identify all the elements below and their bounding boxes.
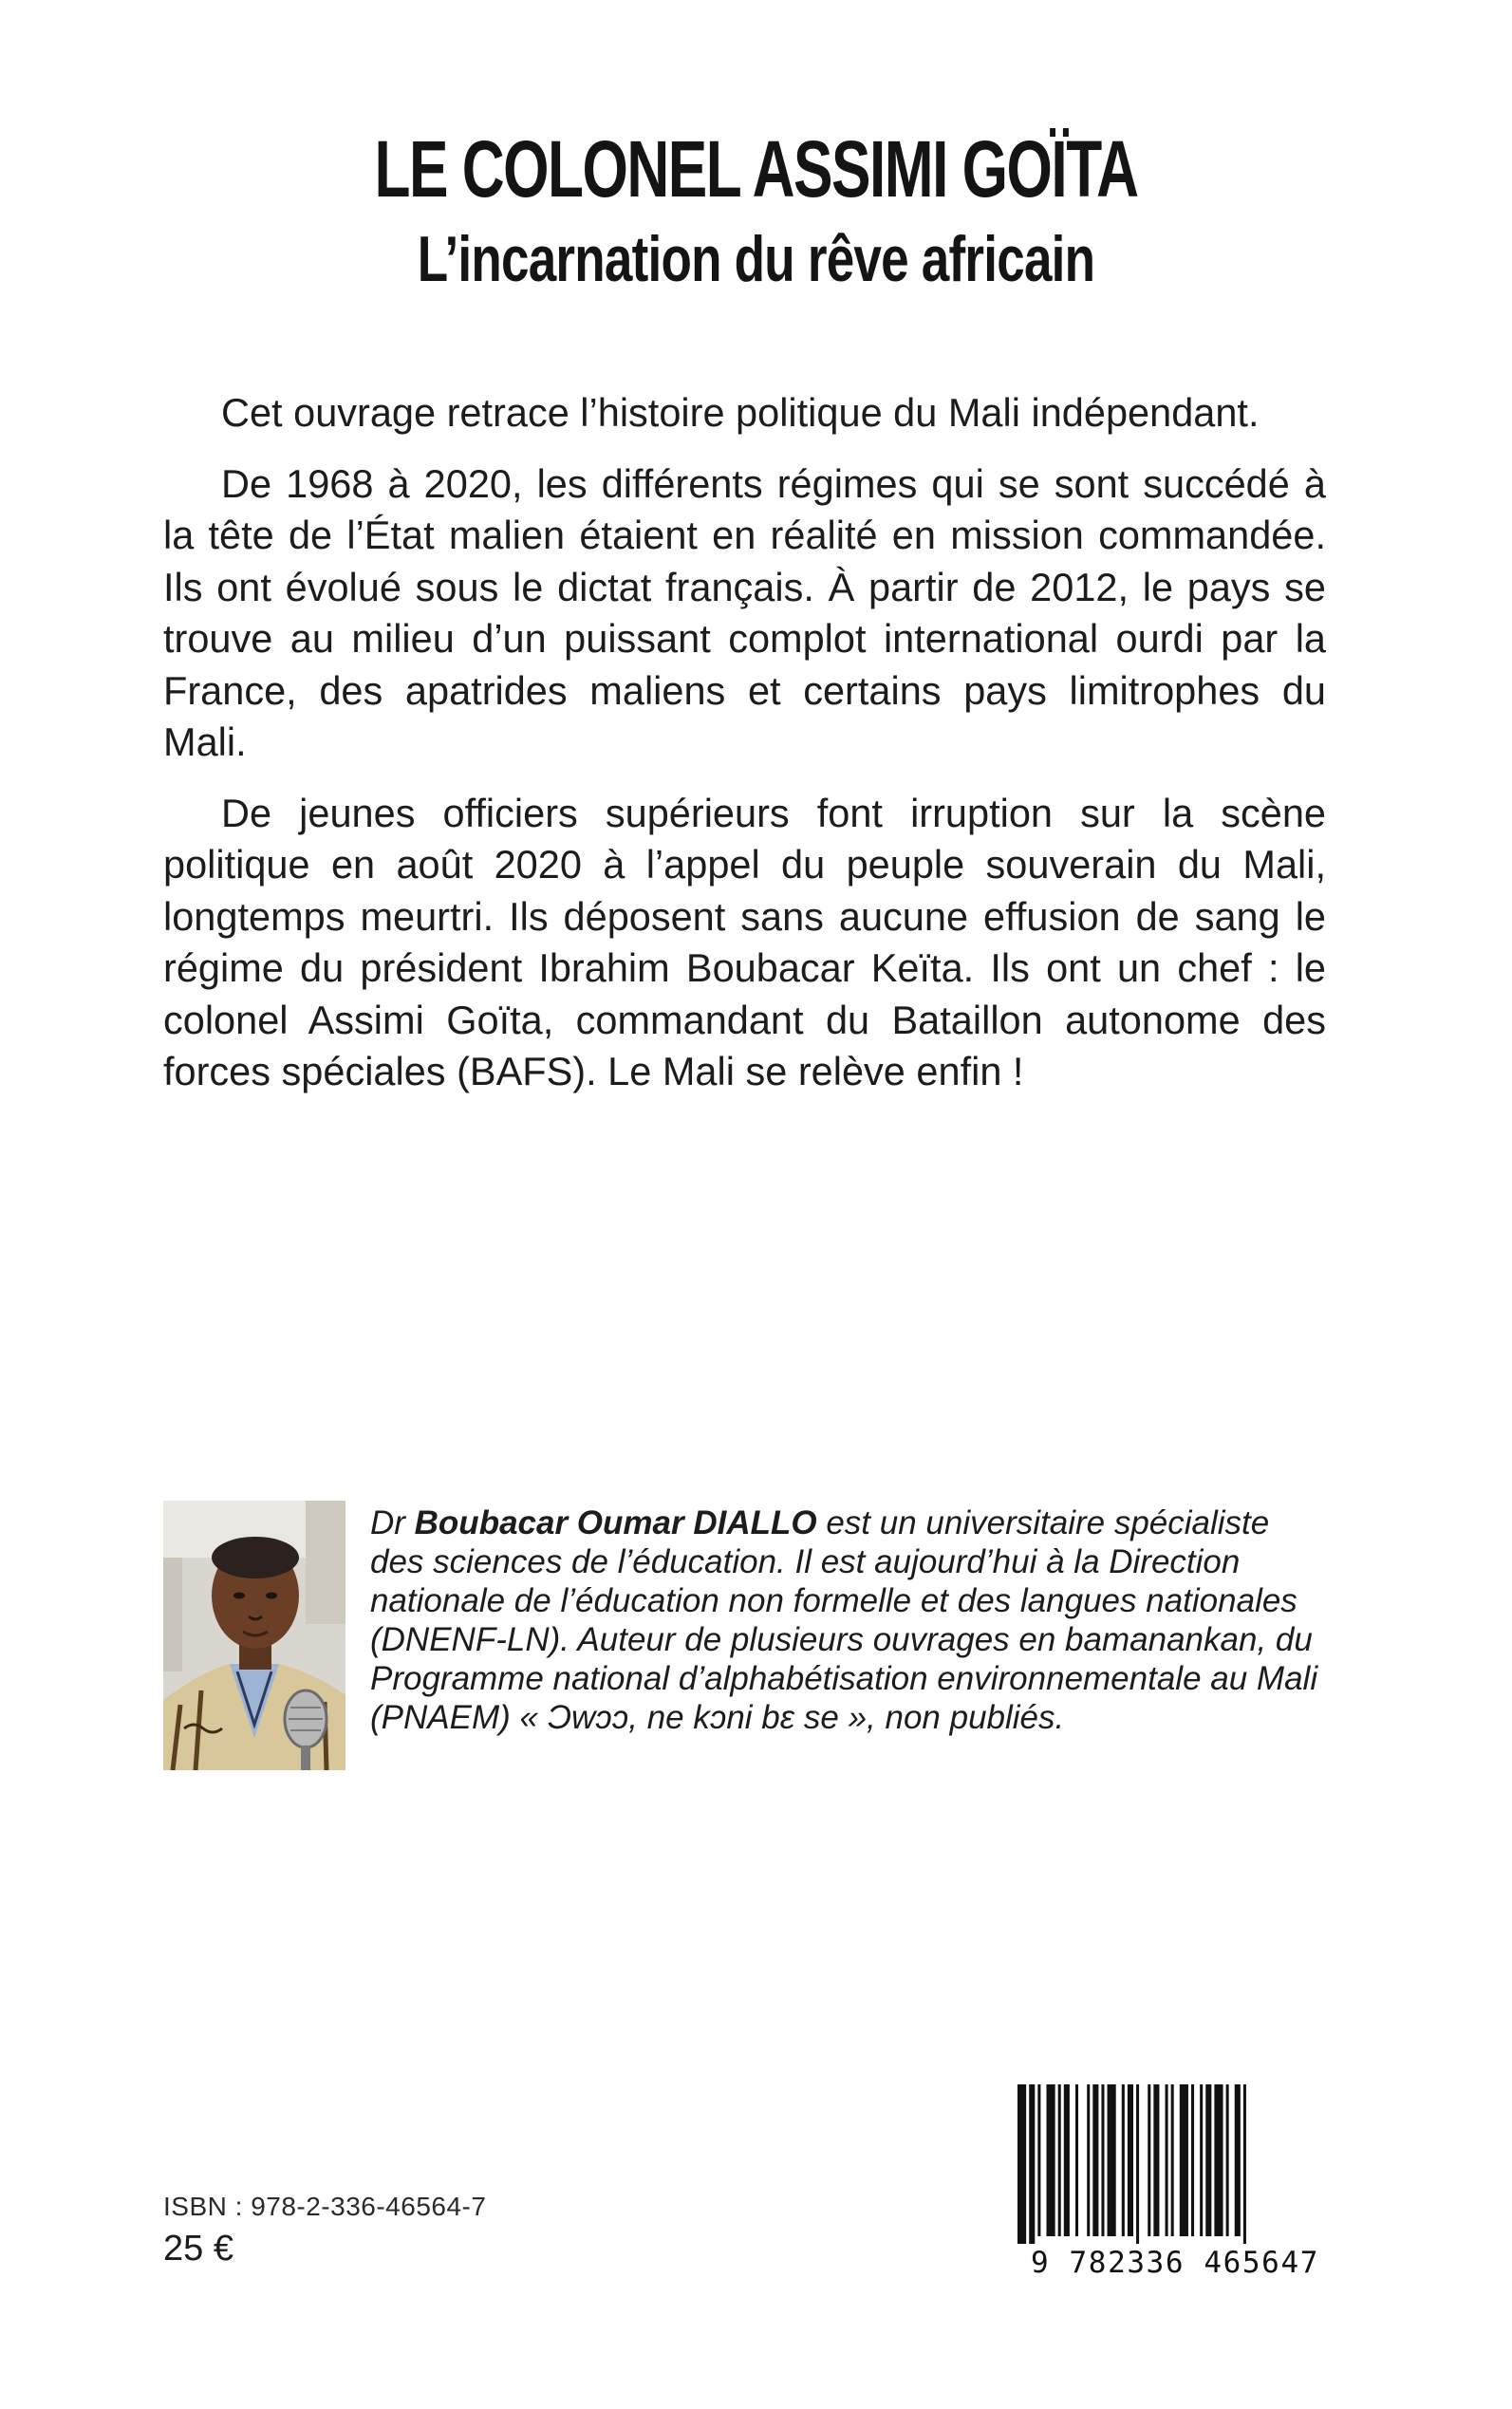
barcode-bar — [1226, 2084, 1229, 2236]
author-bio-text: est un universitaire spécialiste des sciences de l’éducation. Il est aujourd’hui à la Direction nationale de l’éducation non formelle et des langues nationales (DNENF-LN). Auteur de plusieurs ouvrages en bamanankan, du Programme national d’alphabétisation environnementale au Mali (PNAEM) « Ɔwɔɔ, ne kɔni bɛ se », non publiés. — [370, 1504, 1318, 1736]
barcode-digits: 9 782336 465647 — [1031, 2246, 1319, 2280]
barcode-bar — [1047, 2084, 1055, 2236]
barcode-bar — [1128, 2084, 1133, 2236]
barcode-bar — [1243, 2084, 1246, 2244]
barcode-bar — [1153, 2084, 1159, 2236]
barcode-bar — [1101, 2084, 1104, 2236]
barcode-bar — [1166, 2084, 1168, 2236]
title-block — [0, 121, 1512, 302]
barcode-bars — [1010, 2084, 1340, 2244]
barcode-bar — [1235, 2084, 1241, 2236]
summary-paragraph: De jeunes officiers supérieurs font irruption sur la scène politique en août 2020 à l’appel du peuple souverain du Mali, longtemps meurtri. Ils déposent sans aucune effusion de sang le régime du président Ibrahim Boubacar Keïta. Ils ont un chef : le colonel Assimi Goïta, commandant du Bataillon autonome des forces spéciales (BAFS). Le Mali se relève enfin ! — [163, 790, 1326, 1093]
barcode-bar — [1191, 2084, 1194, 2236]
price: 25 € — [163, 2229, 233, 2269]
barcode-bar — [1058, 2084, 1061, 2236]
summary-paragraph: Cet ouvrage retrace l’histoire politique du Mali indépendant. — [221, 390, 1260, 435]
author-portrait-illustration — [163, 1501, 345, 1770]
barcode-bar — [1122, 2084, 1125, 2236]
book-subtitle: L’incarnation du rêve africain — [417, 223, 1095, 295]
author-bio — [370, 1503, 1329, 1737]
summary-text — [163, 387, 1326, 1117]
barcode-bar — [1075, 2084, 1078, 2236]
barcode-bar — [1017, 2084, 1026, 2244]
barcode-bar — [1136, 2084, 1139, 2244]
barcode-bar — [1087, 2084, 1090, 2236]
author-photo — [163, 1501, 345, 1770]
barcode-bar — [1092, 2084, 1098, 2236]
barcode-bar — [1214, 2084, 1223, 2236]
book-title: LE COLONEL ASSIMI GOÏTA — [374, 124, 1138, 214]
barcode-bar — [1180, 2084, 1188, 2236]
barcode-bar — [1205, 2084, 1211, 2236]
barcode-bar — [1029, 2084, 1035, 2244]
author-name: Boubacar Oumar DIALLO — [414, 1504, 817, 1541]
isbn: ISBN : 978-2-336-46564-7 — [163, 2192, 487, 2221]
summary-paragraph: De 1968 à 2020, les différents régimes qui se sont succédé à la tête de l’État malien étaient en réalité en mission commandée. Ils ont évolué sous le dictat français. À partir de 2012, le pays se trouve au milieu d’un puissant complot international ourdi par la France, des apatrides maliens et certains pays limitrophes du Mali. — [163, 460, 1326, 764]
author-title-prefix: Dr — [370, 1504, 415, 1541]
barcode-bar — [1064, 2084, 1070, 2236]
barcode — [1010, 2084, 1340, 2295]
barcode-bar — [1108, 2084, 1116, 2236]
barcode-bar — [1037, 2084, 1040, 2236]
barcode-bar — [1148, 2084, 1150, 2236]
barcode-bar — [1171, 2084, 1174, 2236]
barcode-bar — [1200, 2084, 1203, 2236]
